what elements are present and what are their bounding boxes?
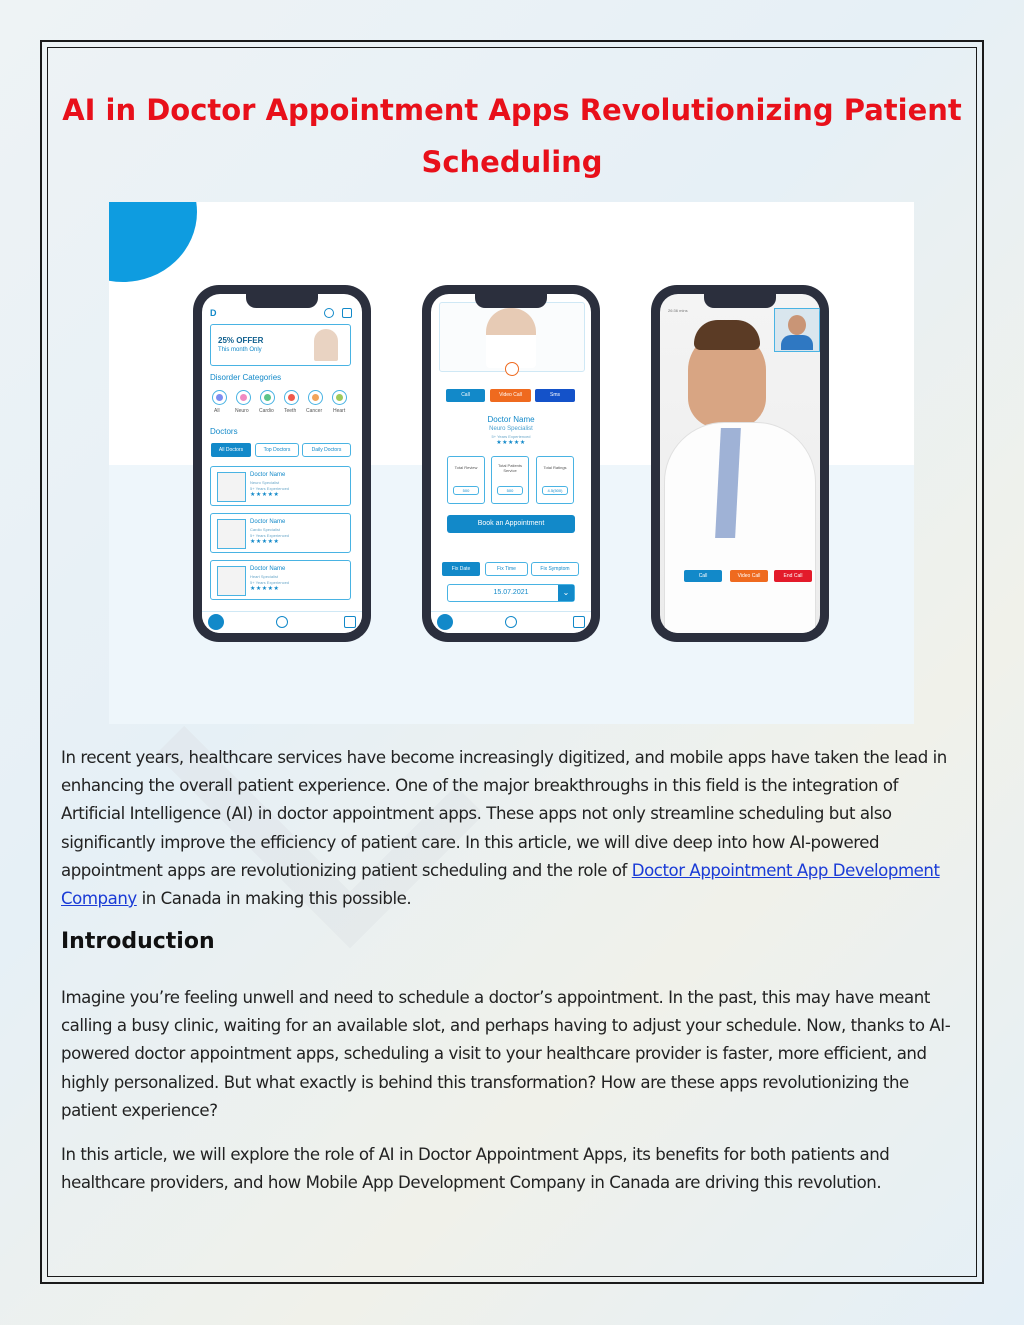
doctor-photo <box>217 519 246 549</box>
doctor-experience: 5+ Years Experienced <box>491 434 531 439</box>
doctors-title: Doctors <box>210 427 238 436</box>
menu-nav-icon[interactable] <box>573 616 585 628</box>
tab-fix-date[interactable]: Fix Date <box>442 562 480 576</box>
decorative-circle <box>109 202 197 282</box>
tab-fix-time[interactable]: Fix Time <box>485 562 528 576</box>
doctor-app-company-link[interactable]: Doctor Appointment App Development Company <box>61 860 940 909</box>
offer-title: 25% OFFER <box>218 336 264 345</box>
doctor-card[interactable] <box>210 513 351 553</box>
date-select[interactable] <box>447 584 575 602</box>
doctor-photo <box>314 329 338 361</box>
search-icon[interactable] <box>324 308 334 318</box>
paragraph-2: Imagine you’re feeling unwell and need to schedule a doctor’s appointment. In the past, this may have meant calling a busy clinic, waiting for an available slot, and perhaps having to adjust your schedule. Now, thanks to AI-powered doctor appointment apps, scheduling a visit to your healthcare provider is faster, more efficient, and highly personalized. But what exactly is behind this transformation? How are these apps revolutionizing the patient experience? <box>61 988 951 1120</box>
doctor-experience: 5+ Years Experienced <box>250 580 290 585</box>
date-value: 15.07.2021 <box>493 589 529 596</box>
section-heading-introduction: Introduction <box>61 929 215 954</box>
doctor-photo <box>217 566 246 596</box>
categories-title: Disorder Categories <box>210 373 282 382</box>
menu-nav-icon[interactable] <box>344 616 356 628</box>
doctor-name: Doctor Name <box>487 415 535 424</box>
doctor-card[interactable] <box>210 466 351 506</box>
offer-subtitle: This month Only <box>218 347 262 353</box>
category-label: Cardio <box>259 408 274 414</box>
phone-home-screen <box>193 285 371 642</box>
doctor-coat <box>664 422 816 633</box>
category-neuro-icon[interactable] <box>236 390 251 405</box>
stat-card-patients: Total Patients Service 500 <box>491 456 529 504</box>
rating-stars: ★★★★★ <box>250 539 280 545</box>
category-all-icon[interactable] <box>212 390 227 405</box>
stat-card-ratings: Total Ratings 4.5(500) <box>536 456 574 504</box>
category-cancer-icon[interactable] <box>308 390 323 405</box>
call-button[interactable]: Call <box>446 389 485 402</box>
doctor-specialty: Heart Specialist <box>250 574 279 579</box>
category-label: All <box>214 408 220 414</box>
call-button[interactable]: Call <box>684 570 722 582</box>
doctor-experience: 5+ Years Experienced <box>250 486 290 491</box>
doctor-specialty: Neuro Specialist <box>250 480 280 485</box>
doctor-card[interactable] <box>210 560 351 600</box>
video-call-button[interactable]: Video Call <box>730 570 768 582</box>
category-cardio-icon[interactable] <box>260 390 275 405</box>
doctor-specialty: Cardio Specialist <box>250 527 281 532</box>
category-label: Teeth <box>284 408 297 414</box>
end-call-button[interactable]: End Call <box>774 570 812 582</box>
paragraph-3: In this article, we will explore the role of AI in Doctor Appointment Apps, its benefits for both patients and healthcare providers, and how Mobile App Development Company in Canada are driving this revolution. <box>61 1145 890 1193</box>
category-label: Neuro <box>235 408 249 414</box>
chevron-down-icon[interactable]: ⌄ <box>558 585 574 601</box>
rating-stars: ★★★★★ <box>250 586 280 592</box>
category-heart-icon[interactable] <box>332 390 347 405</box>
doctor-experience: 5+ Years Experienced <box>250 533 290 538</box>
intro-paragraph <box>61 744 966 913</box>
rating-stars: ★★★★★ <box>250 492 280 498</box>
hero-image <box>109 202 914 724</box>
favorites-nav-icon[interactable] <box>276 616 288 628</box>
phone-doctor-profile <box>422 285 600 642</box>
doctor-photo <box>217 472 246 502</box>
home-nav-icon[interactable] <box>437 614 453 630</box>
home-nav-icon[interactable] <box>208 614 224 630</box>
offer-banner[interactable] <box>210 324 351 366</box>
tab-fix-symptom[interactable]: Fix Symptom <box>531 562 579 576</box>
favorites-nav-icon[interactable] <box>505 616 517 628</box>
tab-all-doctors[interactable]: All Doctors <box>211 443 251 457</box>
stat-card-reviews: Total Review 500 <box>447 456 485 504</box>
doctor-name: Doctor Name <box>250 472 286 478</box>
doctor-name: Doctor Name <box>250 566 286 572</box>
favorite-icon[interactable] <box>505 362 519 376</box>
call-timer: 26:36 mins <box>668 308 688 313</box>
rating-stars: ★★★★★ <box>496 440 526 446</box>
category-teeth-icon[interactable] <box>284 390 299 405</box>
tab-daily-doctors[interactable]: Daily Doctors <box>302 443 351 457</box>
app-logo: D <box>210 308 217 318</box>
notification-icon[interactable] <box>342 308 352 318</box>
video-call-button[interactable]: Video Call <box>490 389 531 402</box>
phone-video-call <box>651 285 829 642</box>
doctor-photo <box>486 308 536 368</box>
caller-thumbnail[interactable] <box>774 308 820 352</box>
doctor-name: Doctor Name <box>250 519 286 525</box>
doctor-specialty: Neuro Specialist <box>489 426 533 432</box>
intro-text-end: in Canada in making this possible. <box>136 889 412 909</box>
category-label: Cancer <box>306 408 323 414</box>
page-title: AI in Doctor Appointment Apps Revolutionizing Patient Scheduling <box>62 93 962 179</box>
intro-text: In recent years, healthcare services have become increasingly digitized, and mobile apps have taken the lead in enhancing the overall patient experience. One of the major breakthroughs in this field is the integration of Artificial Intelligence (AI) in doctor appointment apps. These apps not only streamline scheduling but also significantly improve the efficiency of patient care. In this article, we will dive deep into how AI-powered appointment apps are revolutionizing patient scheduling and the role of <box>61 748 947 880</box>
tab-top-doctors[interactable]: Top Doctors <box>255 443 299 457</box>
book-appointment-button[interactable]: Book an Appointment <box>447 515 575 533</box>
category-label: Heart <box>333 408 346 414</box>
sms-button[interactable]: Sms <box>535 389 575 402</box>
